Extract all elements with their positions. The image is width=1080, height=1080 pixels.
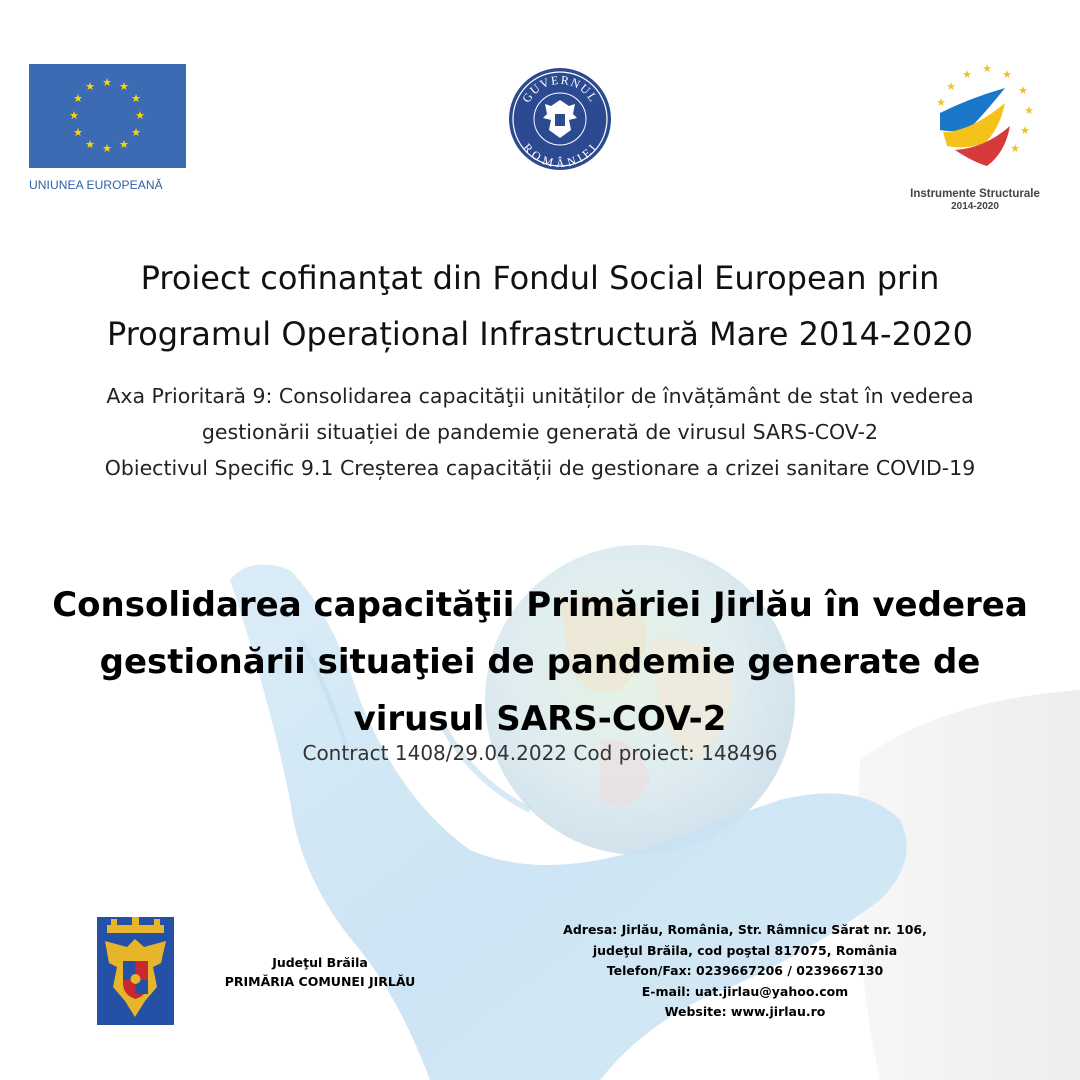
address-line-2: judeţul Brăila, cod poştal 817075, România bbox=[592, 942, 898, 958]
eu-caption: UNIUNEA EUROPEANĂ bbox=[29, 178, 163, 192]
svg-text:ROMÂNIEI: ROMÂNIEI bbox=[520, 140, 600, 170]
program-header bbox=[0, 250, 1080, 362]
contract-info: Contract 1408/29.04.2022 Cod proiect: 148496 bbox=[302, 741, 778, 765]
svg-text:★: ★ bbox=[119, 80, 129, 93]
svg-text:★: ★ bbox=[131, 92, 141, 105]
svg-text:★: ★ bbox=[69, 109, 79, 122]
project-title-line-2: gestionării situaţiei de pandemie generate de bbox=[99, 642, 981, 682]
svg-text:★: ★ bbox=[73, 92, 83, 105]
county-name: Judeţul Brăila bbox=[272, 955, 368, 970]
svg-text:★: ★ bbox=[102, 142, 112, 155]
program-line-2: Programul Operațional Infrastructură Mare 2014-2020 bbox=[107, 315, 973, 353]
svg-text:★: ★ bbox=[1010, 142, 1020, 155]
eu-flag-icon bbox=[29, 64, 186, 168]
project-title-line-3: virusul SARS-COV-2 bbox=[353, 699, 727, 739]
project-title-line-1: Consolidarea capacităţii Primăriei Jirlău în vederea bbox=[52, 585, 1028, 625]
axa-line-2: gestionării situației de pandemie generată de virusul SARS-COV-2 bbox=[201, 420, 879, 444]
institution-block bbox=[205, 953, 435, 991]
svg-text:GUVERNUL: GUVERNUL bbox=[519, 72, 601, 106]
svg-text:★: ★ bbox=[946, 80, 956, 93]
contact-block bbox=[520, 920, 970, 1023]
svg-text:★: ★ bbox=[135, 109, 145, 122]
government-seal-icon bbox=[507, 66, 613, 172]
website-line: Website: www.jirlau.ro bbox=[664, 1004, 826, 1019]
axa-line-3: Obiectivul Specific 9.1 Creșterea capacității de gestionare a crizei sanitare COVID-19 bbox=[104, 456, 976, 480]
svg-text:★: ★ bbox=[119, 138, 129, 151]
email-line: E-mail: uat.jirlau@yahoo.com bbox=[641, 983, 849, 999]
priority-axis-text bbox=[0, 378, 1080, 486]
instrumente-structurale-logo bbox=[895, 58, 1055, 212]
svg-text:★: ★ bbox=[131, 126, 141, 139]
program-line-1: Proiect cofinanţat din Fondul Social European prin bbox=[140, 259, 940, 297]
svg-text:★: ★ bbox=[102, 76, 112, 89]
is-caption: Instrumente Structurale bbox=[910, 188, 1040, 200]
town-hall-name: PRIMĂRIA COMUNEI JIRLĂU bbox=[224, 974, 416, 989]
svg-text:★: ★ bbox=[1002, 68, 1012, 81]
axa-line-1: Axa Prioritară 9: Consolidarea capacităţii unităților de învățământ de stat în vederea bbox=[106, 384, 974, 408]
phone-line: Telefon/Fax: 0239667206 / 0239667130 bbox=[606, 963, 884, 978]
is-years: 2014-2020 bbox=[951, 201, 999, 212]
svg-text:★: ★ bbox=[85, 138, 95, 151]
svg-text:★: ★ bbox=[85, 80, 95, 93]
svg-text:★: ★ bbox=[962, 68, 972, 81]
eu-logo bbox=[29, 64, 186, 192]
structural-funds-emblem-icon bbox=[915, 58, 1035, 182]
svg-text:★: ★ bbox=[982, 62, 992, 75]
svg-text:★: ★ bbox=[1024, 104, 1034, 117]
svg-text:★: ★ bbox=[936, 96, 946, 109]
braila-crest-icon bbox=[97, 917, 174, 1025]
svg-text:★: ★ bbox=[73, 126, 83, 139]
address-line-1: Adresa: Jirlău, România, Str. Râmnicu Sărat nr. 106, bbox=[563, 922, 927, 937]
svg-text:★: ★ bbox=[1020, 124, 1030, 137]
svg-text:★: ★ bbox=[1018, 84, 1028, 97]
project-title bbox=[0, 577, 1080, 748]
